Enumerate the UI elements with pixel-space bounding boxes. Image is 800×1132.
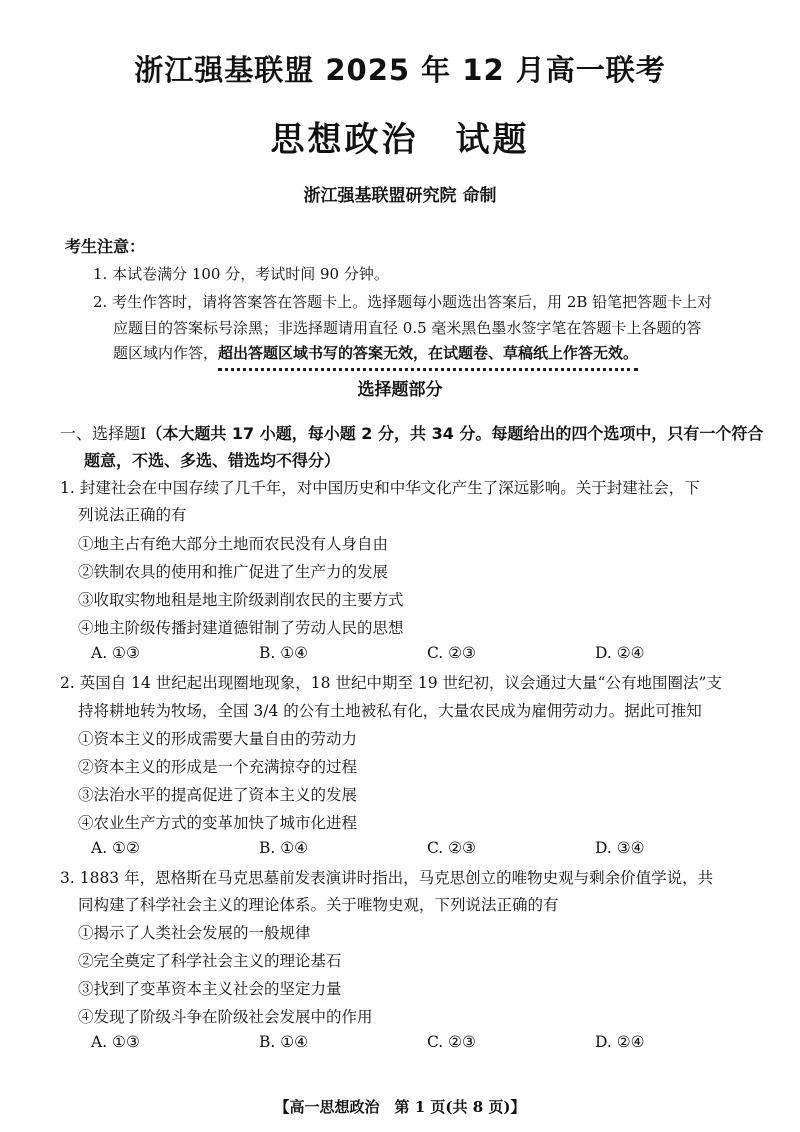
question-1-stem-line-1: 1. 封建社会在中国存续了几千年，对中国历史和中华文化产生了深远影响。关于封建社会，下 (60, 479, 700, 497)
question-1-statement-1: ①地主占有绝大部分土地而农民没有人身自由 (78, 535, 389, 553)
question-1-statement-4: ④地主阶级传播封建道德钳制了劳动人民的思想 (78, 619, 404, 637)
question-3-stem-line-1: 3. 1883 年，恩格斯在马克思墓前发表演讲时指出，马克思创立的唯物史观与剩余价值学说，共 (60, 869, 714, 887)
notice-item-2-cont: 应题目的答案标号涂黑；非选择题请用直径 0.5 毫米黑色墨水签字笔在答题卡上各题的答 (113, 319, 702, 337)
question-2-choice-b: B. ①④ (259, 839, 309, 857)
notice-heading: 考生注意： (65, 237, 146, 256)
question-2-stem-line-1: 2. 英国自 14 世纪起出现圈地现象，18 世纪中期至 19 世纪初，议会通过大量“公有地围圈法”支 (60, 674, 722, 692)
section-title: 选择题部分 (357, 380, 443, 400)
question-2-statement-3: ③法治水平的提高促进了资本主义的发展 (78, 786, 358, 804)
question-2-choice-a: A. ①② (91, 839, 140, 857)
notice-item-2-end (113, 342, 638, 363)
section-instruction-line2: 题意，不选、多选、错选均不得分） (84, 451, 341, 470)
question-3-statement-1: ①揭示了人类社会发展的一般规律 (78, 924, 311, 942)
question-1-choice-a: A. ①③ (91, 644, 140, 662)
question-3-statement-3: ③找到了变革资本主义社会的坚定力量 (78, 980, 342, 998)
question-3-statement-4: ④发现了阶级斗争在阶级社会发展中的作用 (78, 1008, 373, 1026)
notice-emphasis: 超出答题区域书写的答案无效，在试题卷、草稿纸上作答无效。 (218, 344, 638, 371)
question-1-statement-3: ③收取实物地租是地主阶级剥削农民的主要方式 (78, 591, 404, 609)
issuer-line: 浙江强基联盟研究院 命制 (303, 186, 497, 206)
notice-item-1: 1. 本试卷满分 100 分，考试时间 90 分钟。 (93, 265, 389, 283)
question-2-choice-d: D. ③④ (595, 839, 645, 857)
section-instruction (60, 421, 763, 444)
question-3-statement-2: ②完全奠定了科学社会主义的理论基石 (78, 952, 342, 970)
question-1-choice-c: C. ②③ (427, 644, 476, 662)
page-footer: 【高一思想政治 第 1 页(共 8 页)】 (274, 1098, 526, 1116)
section-instruction-prefix: 一、选择题Ⅰ (60, 424, 147, 443)
question-2-stem-line-2: 持将耕地转为牧场，全国 3/4 的公有土地被私有化，大量农民成为雇佣劳动力。据此可推知 (78, 702, 702, 720)
exam-title: 浙江强基联盟 2025 年 12 月高一联考 (134, 53, 666, 87)
question-2-statement-4: ④农业生产方式的变革加快了城市化进程 (78, 814, 358, 832)
question-3-choice-d: D. ②④ (595, 1033, 645, 1051)
question-3-choice-b: B. ①④ (259, 1033, 309, 1051)
question-1-choice-d: D. ②④ (595, 644, 645, 662)
notice-item-2: 2. 考生作答时，请将答案答在答题卡上。选择题每小题选出答案后，用 2B 铅笔把答题卡上对 (93, 293, 713, 311)
question-3-choice-a: A. ①③ (91, 1033, 140, 1051)
section-instruction-bold: （本大题共 17 小题，每小题 2 分，共 34 分。每题给出的四个选项中，只有一个符合 (146, 424, 764, 443)
question-2-statement-2: ②资本主义的形成是一个充满掠夺的过程 (78, 758, 358, 776)
question-2-statement-1: ①资本主义的形成需要大量自由的劳动力 (78, 730, 358, 748)
question-1-choice-b: B. ①④ (259, 644, 309, 662)
question-1-statement-2: ②铁制农具的使用和推广促进了生产力的发展 (78, 563, 389, 581)
subject-title: 思想政治 试题 (270, 120, 530, 160)
question-3-choice-c: C. ②③ (427, 1033, 476, 1051)
question-2-choice-c: C. ②③ (427, 839, 476, 857)
notice-item-2-tail: 题区域内作答， (113, 344, 219, 362)
question-1-stem-line-2: 列说法正确的有 (78, 506, 187, 524)
question-3-stem-line-2: 同构建了科学社会主义的理论体系。关于唯物史观，下列说法正确的有 (78, 896, 559, 914)
